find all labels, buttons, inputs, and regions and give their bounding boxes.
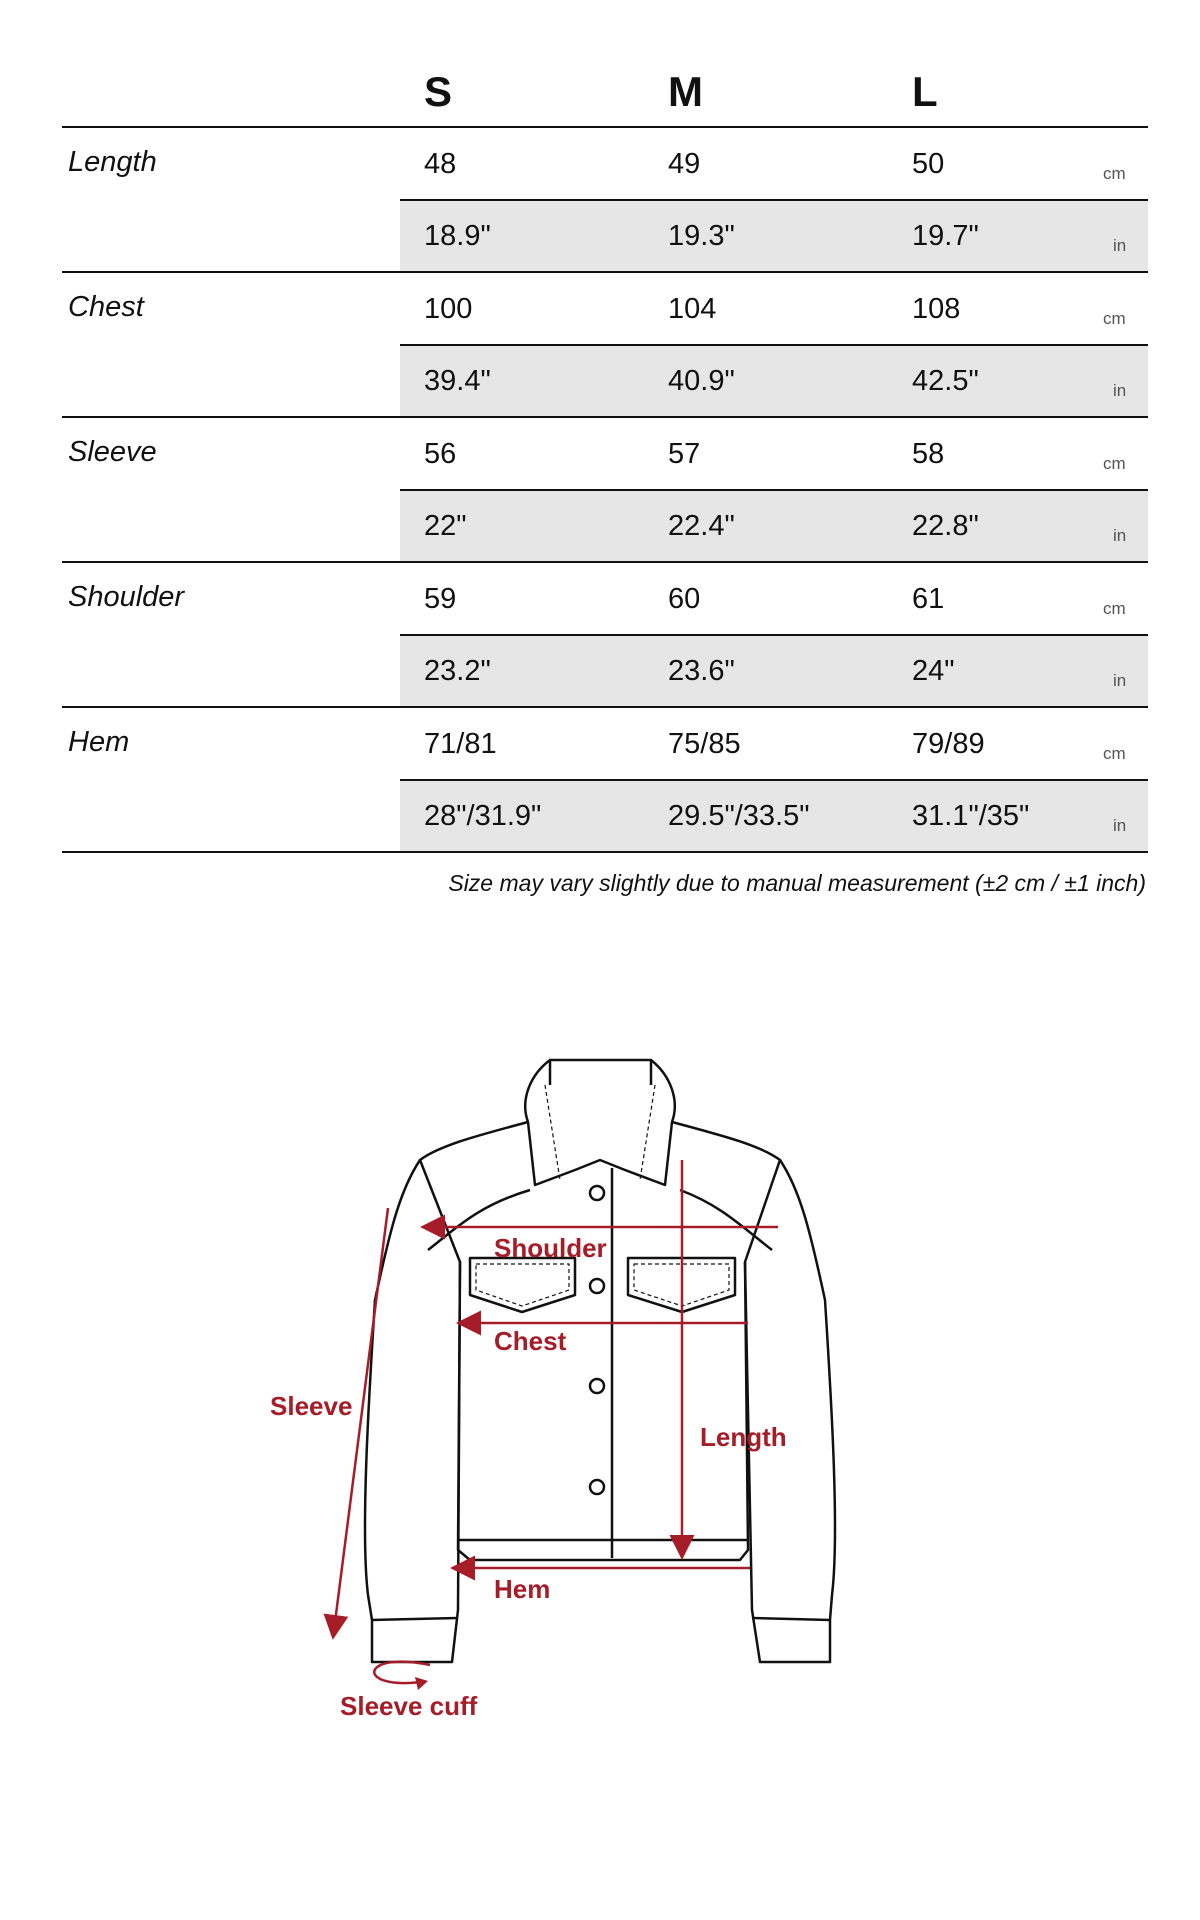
cell-shoulder-l-cm: 61 bbox=[912, 583, 945, 615]
button-icon bbox=[590, 1379, 604, 1393]
cell-sleeve-s-in: 22" bbox=[424, 510, 467, 542]
cell-hem-l-in: 31.1"/35" bbox=[912, 800, 1030, 832]
cell-length-l-in: 19.7" bbox=[912, 220, 979, 252]
button-icon bbox=[590, 1480, 604, 1494]
cell-sleeve-l-in: 22.8" bbox=[912, 510, 979, 542]
in-band bbox=[400, 636, 1148, 706]
jacket-measurement-diagram bbox=[0, 1050, 1200, 1850]
cell-hem-m-cm: 75/85 bbox=[668, 728, 741, 760]
cell-length-s-in: 18.9" bbox=[424, 220, 491, 252]
unit-in: in bbox=[1113, 671, 1127, 690]
in-band bbox=[400, 346, 1148, 416]
cell-hem-s-cm: 71/81 bbox=[424, 728, 497, 760]
button-icon bbox=[590, 1279, 604, 1293]
unit-cm: cm bbox=[1103, 454, 1126, 473]
cell-length-m-in: 19.3" bbox=[668, 220, 735, 252]
size-s-header: S bbox=[424, 68, 453, 115]
table-rule bbox=[62, 706, 1148, 708]
button-icon bbox=[590, 1186, 604, 1200]
cell-sleeve-m-in: 22.4" bbox=[668, 510, 735, 542]
label-sleeve-cuff: Sleeve cuff bbox=[340, 1691, 478, 1721]
size-l-header: L bbox=[912, 68, 938, 115]
row-label-hem: Hem bbox=[68, 726, 130, 758]
cell-sleeve-l-cm: 58 bbox=[912, 438, 945, 470]
unit-cm: cm bbox=[1103, 309, 1126, 328]
cell-chest-l-cm: 108 bbox=[912, 293, 961, 325]
label-hem: Hem bbox=[494, 1574, 551, 1604]
jacket-outline bbox=[365, 1060, 835, 1662]
cell-shoulder-s-cm: 59 bbox=[424, 583, 457, 615]
label-chest: Chest bbox=[494, 1326, 567, 1356]
cell-chest-s-cm: 100 bbox=[424, 293, 473, 325]
cell-shoulder-l-in: 24" bbox=[912, 655, 955, 687]
cell-hem-l-cm: 79/89 bbox=[912, 728, 985, 760]
table-rule bbox=[62, 416, 1148, 418]
unit-cm: cm bbox=[1103, 744, 1126, 763]
sub-rule bbox=[400, 634, 1148, 636]
in-band bbox=[400, 201, 1148, 271]
in-band bbox=[400, 491, 1148, 561]
unit-cm: cm bbox=[1103, 599, 1126, 618]
cell-length-m-cm: 49 bbox=[668, 148, 701, 180]
cell-sleeve-m-cm: 57 bbox=[668, 438, 701, 470]
row-label-shoulder: Shoulder bbox=[68, 581, 185, 613]
sub-rule bbox=[400, 489, 1148, 491]
sub-rule bbox=[400, 344, 1148, 346]
sub-rule bbox=[400, 199, 1148, 201]
unit-in: in bbox=[1113, 381, 1127, 400]
table-rule bbox=[62, 271, 1148, 273]
unit-in: in bbox=[1113, 816, 1127, 835]
cell-length-l-cm: 50 bbox=[912, 148, 945, 180]
size-m-header: M bbox=[668, 68, 703, 115]
cell-shoulder-s-in: 23.2" bbox=[424, 655, 491, 687]
unit-cm: cm bbox=[1103, 164, 1126, 183]
label-sleeve: Sleeve bbox=[270, 1391, 353, 1421]
row-label-sleeve: Sleeve bbox=[68, 436, 157, 468]
cell-chest-m-cm: 104 bbox=[668, 293, 717, 325]
cell-length-s-cm: 48 bbox=[424, 148, 457, 180]
label-shoulder: Shoulder bbox=[494, 1233, 607, 1263]
unit-in: in bbox=[1113, 236, 1127, 255]
cell-shoulder-m-in: 23.6" bbox=[668, 655, 735, 687]
measurement-note: Size may vary slightly due to manual measurement (±2 cm / ±1 inch) bbox=[448, 870, 1146, 896]
row-label-chest: Chest bbox=[68, 291, 144, 323]
row-label-length: Length bbox=[68, 146, 157, 178]
measurement-labels bbox=[270, 1233, 787, 1721]
cell-hem-s-in: 28"/31.9" bbox=[424, 800, 542, 832]
cell-chest-m-in: 40.9" bbox=[668, 365, 735, 397]
cell-hem-m-in: 29.5"/33.5" bbox=[668, 800, 810, 832]
cell-sleeve-s-cm: 56 bbox=[424, 438, 457, 470]
cell-chest-l-in: 42.5" bbox=[912, 365, 979, 397]
sub-rule bbox=[400, 779, 1148, 781]
table-rule bbox=[62, 561, 1148, 563]
table-rule bbox=[62, 851, 1148, 853]
cell-shoulder-m-cm: 60 bbox=[668, 583, 701, 615]
unit-in: in bbox=[1113, 526, 1127, 545]
cell-chest-s-in: 39.4" bbox=[424, 365, 491, 397]
size-header bbox=[0, 0, 1200, 130]
table-rule bbox=[62, 126, 1148, 128]
label-length: Length bbox=[700, 1422, 787, 1452]
